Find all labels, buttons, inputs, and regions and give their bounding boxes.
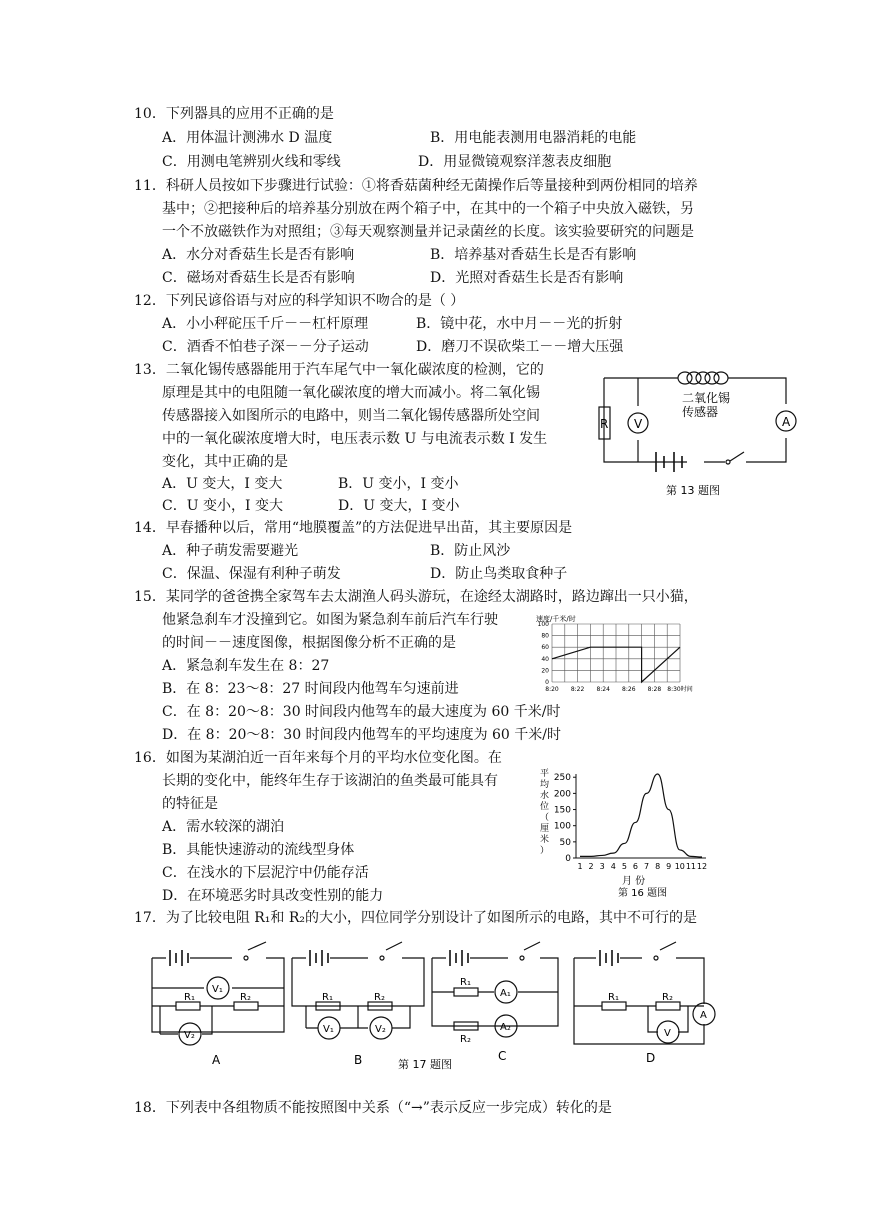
- q16-stem-2: 长期的变化中，能终年生存于该湖泊的鱼类最可能具有: [162, 773, 498, 789]
- q16-water-level-chart: [534, 766, 714, 904]
- q10-option-c: C．用测电笔辨别火线和零线: [162, 154, 341, 170]
- q17-b-r1: R₁: [322, 992, 333, 1003]
- q13-stem-5: 变化，其中正确的是: [162, 454, 288, 470]
- q17-d-r1: R₁: [608, 992, 619, 1003]
- q13-label-r: R: [600, 417, 609, 431]
- q10-option-b: B．用电能表测用电器消耗的电能: [430, 130, 637, 146]
- q11-stem-1: 11．科研人员按如下步骤进行试验：①将香菇菌种经无菌操作后等量接种到两份相同的培养: [134, 178, 698, 194]
- q15-ytick-label: 100: [537, 621, 549, 628]
- q17-label-d: D: [646, 1051, 656, 1065]
- q16-ylabel: 平均水 位（厘 米）: [540, 769, 550, 856]
- q17-label-b: B: [354, 1053, 363, 1067]
- q15-ytick-label: 60: [541, 644, 549, 652]
- q14-option-c: C．保温、保湿有利种子萌发: [162, 566, 341, 582]
- q17-stem: 17．为了比较电阻 R₁和 R₂的大小，四位同学分别设计了如图所示的电路，其中不可行的是: [134, 910, 698, 926]
- q17-circuit-b: [292, 942, 424, 1039]
- q16-option-c: C．在浅水的下层泥泞中仍能存活: [162, 865, 369, 881]
- q13-caption: 第 13 题图: [666, 484, 720, 497]
- q16-xtick-label: 7: [643, 862, 650, 871]
- q13-circuit-diagram: [590, 362, 810, 504]
- q16-xtick-label: 5: [621, 862, 627, 871]
- q13-label-a: A: [782, 415, 791, 429]
- q16-axes: [576, 774, 706, 858]
- q14-stem: 14．早春播种以后，常用“地膜覆盖”的方法促进早出苗，其主要原因是: [134, 520, 573, 536]
- q17-circuit-diagrams: [148, 938, 728, 1078]
- q17-d-r2: R₂: [662, 992, 673, 1003]
- q16-ytick-label: 250: [553, 773, 571, 784]
- q17-label-a: A: [212, 1053, 221, 1067]
- q16-stem-1: 16．如图为某湖泊近一百年来每个月的平均水位变化图。在: [134, 750, 502, 766]
- q13-option-d: D．U 变大，I 变小: [338, 498, 460, 514]
- q17-circuit-c: [432, 942, 558, 1037]
- q16-xtick-label: 3: [599, 862, 605, 871]
- q17-b-r2: R₂: [374, 992, 385, 1003]
- q10-option-d: D．用显微镜观察洋葱表皮细胞: [418, 154, 612, 170]
- q15-xtick-label: 8:24: [596, 686, 610, 693]
- q15-xtick-label: 8:28: [647, 686, 662, 693]
- q17-c-r2: R₂: [460, 1034, 471, 1045]
- q17-a-r1: R₁: [184, 992, 195, 1003]
- q17-c-r1: R₁: [460, 977, 471, 988]
- q17-b-v1: V₁: [323, 1024, 334, 1035]
- q13-option-c: C．U 变小，I 变大: [162, 498, 283, 514]
- q16-xtick-label: 10: [674, 862, 685, 871]
- q17-a-v1: V₁: [212, 984, 223, 995]
- q16-xtick-label: 8: [655, 862, 661, 871]
- q16-water-level-line: [580, 774, 702, 857]
- q13-sensor-label-1: 二氧化锡: [682, 391, 731, 405]
- q16-ytick-label: 100: [553, 821, 571, 832]
- q17-c-a1: A₁: [500, 988, 511, 999]
- q16-caption: 第 16 题图: [618, 888, 668, 899]
- q13-sensor-coil: [678, 372, 728, 384]
- q15-ylabel: 速度/千米/时: [536, 615, 576, 623]
- q15-ytick-label: 80: [541, 632, 549, 640]
- q17-d-v: V: [664, 1028, 671, 1039]
- q11-option-a: A．水分对香菇生长是否有影响: [162, 247, 355, 263]
- q15-stem-3: 的时间－－速度图像，根据图像分析不正确的是: [162, 635, 456, 651]
- q11-stem-3: 一个不放磁铁作为对照组；③每天观察测量并记录菌丝的长度。该实验要研究的问题是: [162, 224, 694, 240]
- q15-option-c: C．在 8：20～8：30 时间段内他驾车的最大速度为 60 千米/时: [162, 704, 561, 720]
- q17-a-v2: V₂: [184, 1030, 195, 1041]
- q15-xtick-label: 8:26: [622, 686, 636, 693]
- q15-xtick-label: 8:30时间: [667, 686, 693, 693]
- q11-stem-2: 基中；②把接种后的培养基分别放在两个箱子中，在其中的一个箱子中央放入磁铁，另: [162, 201, 694, 217]
- q16-ytick-label: 200: [553, 789, 571, 800]
- q15-xtick-label: 8:20: [545, 686, 559, 693]
- q14-option-d: D．防止鸟类取食种子: [430, 566, 568, 582]
- q15-ytick-label: 20: [541, 667, 549, 675]
- q16-xtick-label: 9: [666, 862, 672, 871]
- q16-xtick-label: 6: [632, 862, 639, 871]
- q17-circuit-d: [574, 942, 715, 1044]
- q16-stem-3: 的特征是: [162, 796, 218, 812]
- q13-sensor-label-2: 传感器: [682, 405, 719, 419]
- q13-stem-2: 原理是其中的电阻随一氧化碳浓度的增大而减小。将二氧化锡: [162, 385, 540, 401]
- q17-caption: 第 17 题图: [398, 1058, 452, 1071]
- q12-stem: 12．下列民谚俗语与对应的科学知识不吻合的是（ ）: [134, 293, 465, 309]
- q15-xtick-label: 8:22: [570, 686, 585, 693]
- q16-option-b: B．具能快速游动的流线型身体: [162, 842, 355, 858]
- q16-ytick-label: 0: [565, 854, 571, 864]
- q15-stem-2: 他紧急刹车才没撞到它。如图为紧急刹车前后汽车行驶: [162, 612, 498, 628]
- q15-ytick-label: 40: [541, 655, 549, 663]
- q15-option-a: A．紧急刹车发生在 8：27: [162, 658, 330, 674]
- q17-d-a: A: [700, 1010, 707, 1021]
- q14-option-a: A．种子萌发需要避光: [162, 543, 299, 559]
- q16-xtick-label: 1: [577, 862, 583, 871]
- q13-stem-1: 13．二氧化锡传感器能用于汽车尾气中一氧化碳浓度的检测，它的: [134, 362, 544, 378]
- q10-stem: 10．下列器具的应用不正确的是: [134, 106, 334, 122]
- q13-stem-3: 传感器接入如图所示的电路中，则当二氧化锡传感器所处空间: [162, 408, 540, 424]
- q17-a-r2: R₂: [240, 992, 251, 1003]
- q15-speed-time-chart: [534, 610, 704, 698]
- q16-xlabel: 月 份: [622, 876, 646, 887]
- q16-xtick-label: 12: [696, 862, 708, 871]
- q16-xtick-label: 2: [588, 862, 594, 871]
- q17-c-a2: A₂: [500, 1022, 511, 1033]
- q12-option-a: A．小小秤砣压千斤－－杠杆原理: [162, 316, 369, 332]
- q16-ytick-label: 50: [559, 837, 571, 848]
- q12-option-b: B．镜中花，水中月－－光的折射: [416, 316, 623, 332]
- q15-stem-1: 15．某同学的爸爸携全家驾车去太湖渔人码头游玩，在途经太湖路时，路边蹿出一只小猫，: [134, 589, 698, 605]
- q11-option-c: C．磁场对香菇生长是否有影响: [162, 270, 355, 286]
- q17-label-c: C: [498, 1049, 507, 1063]
- q11-option-b: B．培养基对香菇生长是否有影响: [430, 247, 637, 263]
- q16-xtick-label: 11: [685, 862, 697, 871]
- q13-switch: [726, 452, 744, 464]
- q16-xtick-label: 4: [610, 862, 616, 871]
- q15-ytick-label: 0: [545, 679, 549, 686]
- q15-option-d: D．在 8：20～8：30 时间段内他驾车的平均速度为 60 千米/时: [162, 727, 561, 743]
- q13-option-a: A．U 变大，I 变大: [162, 476, 283, 492]
- q13-option-b: B．U 变小，I 变小: [338, 476, 459, 492]
- q15-option-b: B．在 8：23～8：27 时间段内他驾车匀速前进: [162, 681, 459, 697]
- q16-ytick-label: 150: [553, 805, 571, 816]
- q10-option-a: A．用体温计测沸水 D 温度: [162, 130, 333, 146]
- q18-stem: 18．下列表中各组物质不能按照图中关系（“→”表示反应一步完成）转化的是: [134, 1100, 612, 1116]
- q16-option-d: D．在环境恶劣时具改变性别的能力: [162, 888, 384, 904]
- q17-b-v2: V₂: [375, 1024, 386, 1035]
- q16-option-a: A．需水较深的湖泊: [162, 819, 285, 835]
- q13-stem-4: 中的一氧化碳浓度增大时，电压表示数 U 与电流表示数 I 发生: [162, 431, 548, 447]
- q12-option-c: C．酒香不怕巷子深－－分子运动: [162, 339, 369, 355]
- q13-label-v: V: [634, 417, 643, 431]
- q11-option-d: D．光照对香菇生长是否有影响: [430, 270, 624, 286]
- q12-option-d: D．磨刀不误砍柴工－－增大压强: [416, 339, 624, 355]
- q14-option-b: B．防止风沙: [430, 543, 511, 559]
